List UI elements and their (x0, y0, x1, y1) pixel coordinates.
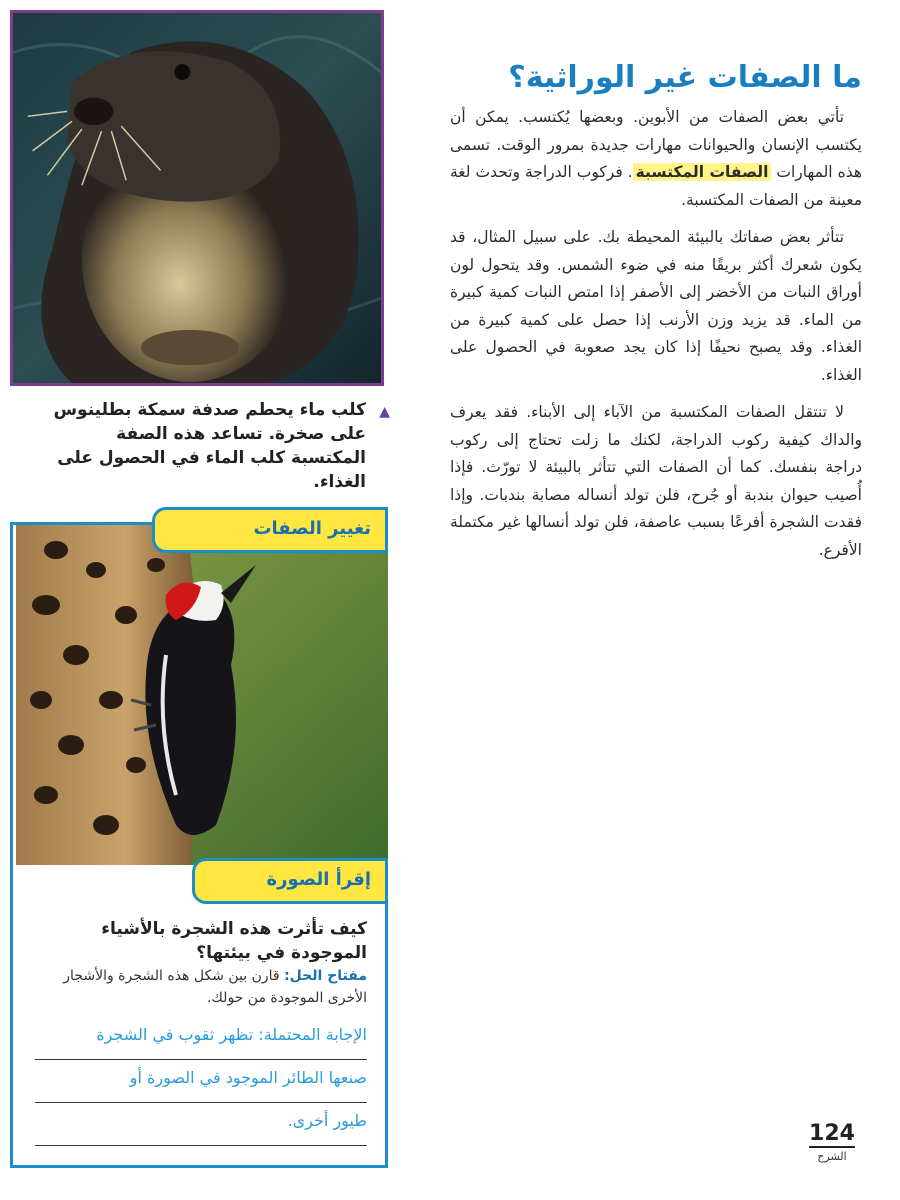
answer-lines (35, 1017, 367, 1146)
question-text: كيف تأثرت هذه الشجرة بالأشياء الموجودة في بيئتها؟ (101, 919, 367, 963)
answer-line-1: الإجابة المحتملة: تظهر ثقوب في الشجرة (35, 1017, 367, 1060)
article-title: ما الصفات غير الوراثية؟ (508, 60, 862, 95)
paragraph-1-start: تأتي بعض الصفات من الأبوين. وبعضها يُكتسب. يمكن أن يكتسب الإنسان والحيوانات مهارات جديدة بمرور الوقت. تسمى هذه المهارات (450, 108, 863, 181)
changing-traits-title: تغيير الصفات (253, 518, 371, 539)
read-picture-tab (192, 858, 388, 904)
triangle-bullet-icon: ▲ (379, 404, 390, 420)
paragraph-1 (450, 104, 862, 214)
question-block (35, 917, 367, 1009)
article (450, 58, 862, 574)
read-picture-title: إقرأ الصورة (266, 869, 371, 890)
paragraph-3: لا تنتقل الصفات المكتسبة من الآباء إلى الأبناء. فقد يعرف والداك كيفية ركوب الدراجة، لكنك ما زلت تحتاج إلى ركوب دراجة بنفسك. كما أن الصفات التي تتأثر بالبيئة لا تورّث. فإذا أُصيب حيوان بندبة أو جُرح، فلن تولد أنساله مصابة بندبات. وإذا فقدت الشجرة أفرعًا بسبب عاصفة، فلن تولد أنسالها غير مكتملة الأفرع. (450, 403, 862, 559)
page-label: الشرح (817, 1150, 847, 1163)
sea-otter-photo (10, 10, 384, 386)
acquired-traits-highlight: الصفات المكتسبة (633, 163, 772, 181)
page-number-block (806, 1122, 858, 1163)
paragraph-2: تتأثر بعض صفاتك بالبيئة المحيطة بك. على سبيل المثال، قد يكون شعرك أكثر بريقًا منه في ضوء الشمس. وقد يتحول لون أوراق النبات من الأخضر إلى الأصفر إذا امتص النبات كمية كبيرة من الماء. قد يزيد وزن الأرنب إذا حصل على كمية كبيرة من الغذاء. وقد يصبح نحيفًا إذا كان يجد صعوبة في الحصول على الغذاء. (450, 228, 862, 384)
answer-line-2: صنعها الطائر الموجود في الصورة أو (35, 1060, 367, 1103)
hint-label: مفتاح الحل: (284, 968, 367, 984)
paragraph-1-end: . فركوب الدراجة وتحدث لغة معينة من الصفات المكتسبة. (450, 163, 862, 209)
answer-line-3: طيور أخرى. (35, 1103, 367, 1146)
changing-traits-tab (152, 507, 388, 553)
otter-caption-text: كلب ماء يحطم صدفة سمكة بطلينوس على صخرة. تساعد هذه الصفة المكتسبة كلب الماء في الحصول على الغذاء. (53, 400, 366, 492)
otter-caption (40, 398, 390, 494)
hint-body: قارن بين شكل هذه الشجرة والأشجار الأخرى الموجودة من حولك. (63, 968, 367, 1006)
page-number: 124 (809, 1121, 855, 1146)
woodpecker-photo (16, 525, 388, 865)
changing-traits-box (10, 518, 388, 1168)
hint-text (35, 965, 367, 1009)
